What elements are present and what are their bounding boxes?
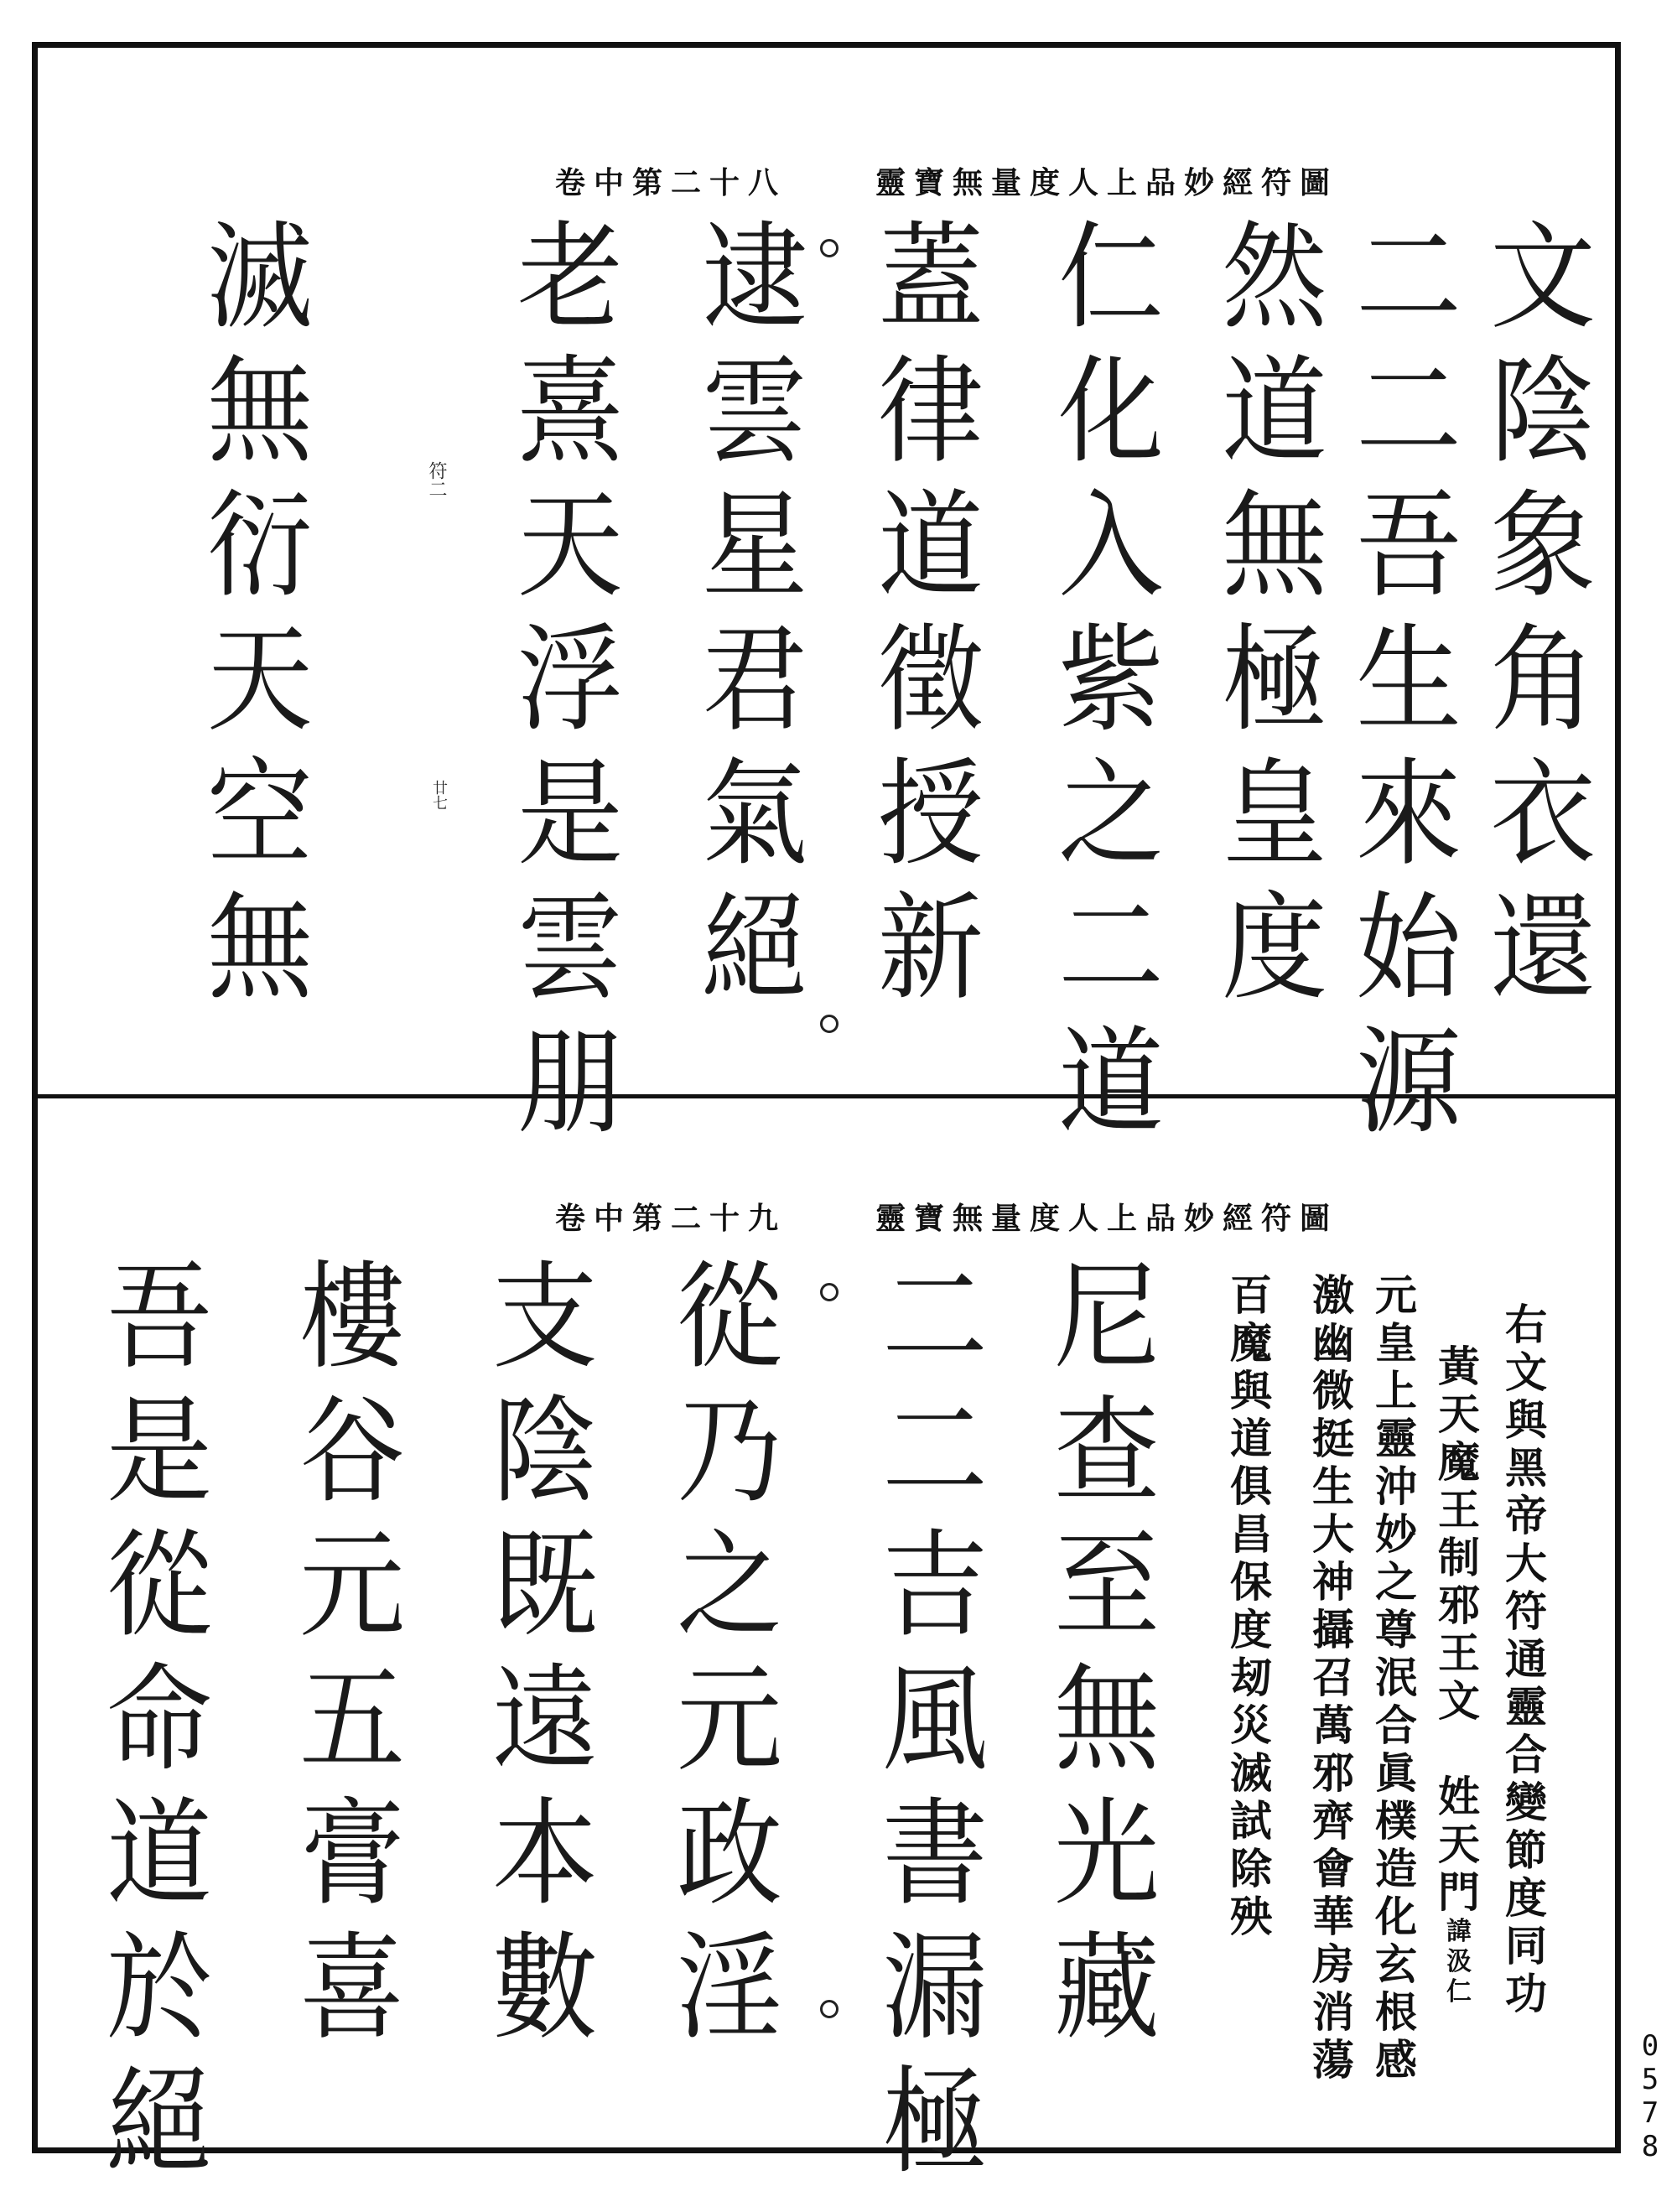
top-seal-column — [1342, 209, 1476, 1166]
caption-glyph: 邪 — [1312, 1748, 1354, 1798]
caption-glyph: 除 — [1230, 1844, 1272, 1893]
top-seal-column — [1476, 209, 1610, 1031]
seal-glyph: 逮 — [702, 209, 807, 345]
bottom-seal-column — [285, 1249, 419, 2071]
caption-glyph: 泯 — [1375, 1653, 1417, 1702]
caption-glyph: 幽 — [1312, 1318, 1354, 1368]
caption-glyph: 挺 — [1312, 1414, 1354, 1463]
seal-glyph: 二 — [1356, 209, 1462, 345]
top-seal-column — [1207, 209, 1342, 1031]
folio-digit: 0 — [1641, 2029, 1659, 2063]
seal-glyph: 無 — [207, 880, 313, 1016]
bottom-ring-mark-low — [820, 2000, 838, 2018]
seal-glyph: 雲 — [517, 880, 623, 1016]
caption-glyph: 眞 — [1375, 1748, 1417, 1798]
seal-glyph: 於 — [106, 1919, 212, 2056]
seal-glyph: 吾 — [1356, 477, 1462, 614]
caption-glyph: 變 — [1505, 1778, 1547, 1827]
seal-glyph: 道 — [878, 477, 984, 614]
top-seal-column — [688, 209, 822, 1031]
caption-glyph: 姓 — [1438, 1772, 1480, 1821]
caption-glyph: 節 — [1505, 1825, 1547, 1875]
seal-glyph: 星 — [702, 477, 807, 614]
caption-glyph: 與 — [1230, 1366, 1272, 1415]
caption-glyph: 文 — [1505, 1347, 1547, 1397]
top-seal-column — [193, 209, 327, 1031]
caption-glyph: 試 — [1230, 1796, 1272, 1846]
seal-glyph: 至 — [1054, 1517, 1160, 1654]
caption-glyph: 右 — [1505, 1300, 1547, 1349]
top-seal-column — [503, 209, 637, 1166]
seal-glyph: 是 — [517, 745, 623, 882]
seal-glyph: 熹 — [517, 343, 623, 480]
seal-glyph: 樓 — [299, 1249, 405, 1385]
seal-glyph: 乃 — [677, 1383, 782, 1519]
folio-digit: 8 — [1641, 2130, 1659, 2163]
caption-glyph: 攝 — [1312, 1605, 1354, 1654]
seal-glyph: 二 — [882, 1249, 988, 1385]
caption-glyph: 與 — [1505, 1395, 1547, 1445]
caption-glyph: 王 — [1438, 1485, 1480, 1534]
caption-glyph: 之 — [1375, 1557, 1417, 1607]
seal-glyph: 君 — [702, 611, 807, 748]
caption-glyph: 魔 — [1438, 1437, 1480, 1487]
seal-glyph: 二 — [882, 1383, 988, 1519]
top-margin-note: 符二 — [426, 461, 447, 498]
bottom-seal-column — [478, 1249, 612, 2071]
caption-glyph: 合 — [1375, 1701, 1417, 1750]
seal-glyph: 光 — [1054, 1785, 1160, 1922]
seal-glyph: 元 — [299, 1517, 405, 1654]
top-seal-column — [1044, 209, 1178, 1166]
bottom-caption-column — [1434, 1342, 1484, 2010]
seal-glyph: 仁 — [1058, 209, 1164, 345]
caption-glyph: 元 — [1375, 1270, 1417, 1320]
caption-glyph: 合 — [1505, 1730, 1547, 1779]
caption-glyph: 天 — [1438, 1820, 1480, 1869]
seal-glyph: 吾 — [106, 1249, 212, 1385]
seal-glyph: 谷 — [299, 1383, 405, 1519]
seal-glyph: 陰 — [492, 1383, 598, 1519]
caption-glyph: 上 — [1375, 1366, 1417, 1415]
caption-glyph: 王 — [1438, 1628, 1480, 1678]
seal-glyph: 從 — [677, 1249, 782, 1385]
caption-glyph: 感 — [1375, 2035, 1417, 2085]
bottom-seal-column — [662, 1249, 797, 2071]
seal-glyph: 浮 — [517, 611, 623, 748]
caption-glyph: 神 — [1312, 1557, 1354, 1607]
seal-glyph: 道 — [106, 1785, 212, 1922]
seal-glyph: 藏 — [1054, 1919, 1160, 2056]
seal-glyph: 來 — [1356, 745, 1462, 882]
seal-glyph: 膏 — [299, 1785, 405, 1922]
bottom-ring-mark — [820, 1283, 838, 1301]
caption-glyph: 萬 — [1312, 1701, 1354, 1750]
caption-glyph: 激 — [1312, 1270, 1354, 1320]
seal-glyph: 吉 — [882, 1517, 988, 1654]
caption-glyph: 保 — [1230, 1557, 1272, 1607]
seal-glyph: 淫 — [677, 1919, 782, 2056]
caption-glyph: 同 — [1505, 1921, 1547, 1971]
seal-glyph: 化 — [1058, 343, 1164, 480]
caption-glyph: 大 — [1505, 1539, 1547, 1588]
caption-glyph: 邪 — [1438, 1581, 1480, 1630]
seal-glyph: 蓋 — [878, 209, 984, 345]
seal-glyph: 絕 — [702, 880, 807, 1016]
seal-glyph: 風 — [882, 1651, 988, 1788]
seal-glyph: 尼 — [1054, 1249, 1160, 1385]
top-ring-mark-low — [820, 1015, 838, 1033]
seal-glyph: 紫 — [1058, 611, 1164, 748]
caption-glyph: 度 — [1505, 1873, 1547, 1923]
seal-glyph: 生 — [1356, 611, 1462, 748]
seal-glyph: 五 — [299, 1651, 405, 1788]
seal-glyph: 極 — [1222, 611, 1327, 748]
caption-glyph: 召 — [1312, 1653, 1354, 1702]
caption-glyph: 文 — [1438, 1676, 1480, 1726]
seal-glyph: 授 — [878, 745, 984, 882]
top-ring-mark — [820, 239, 838, 257]
caption-glyph: 制 — [1438, 1533, 1480, 1582]
seal-glyph: 喜 — [299, 1919, 405, 2056]
caption-glyph: 玄 — [1375, 1939, 1417, 1989]
caption-glyph: 黃 — [1438, 1342, 1480, 1391]
caption-glyph: 滅 — [1230, 1748, 1272, 1798]
seal-glyph: 無 — [207, 343, 313, 480]
caption-note-glyph: 諱 — [1446, 1917, 1472, 1946]
seal-glyph: 無 — [1222, 477, 1327, 614]
seal-glyph: 徵 — [878, 611, 984, 748]
seal-glyph: 度 — [1222, 880, 1327, 1016]
caption-glyph: 靈 — [1505, 1682, 1547, 1732]
top-chapter-label: 卷中第二十八 — [554, 165, 787, 200]
bottom-caption-column — [1371, 1270, 1421, 2087]
bottom-caption-column — [1501, 1300, 1551, 2021]
caption-glyph: 微 — [1312, 1366, 1354, 1415]
bottom-seal-column — [1040, 1249, 1174, 2071]
bottom-caption-column — [1308, 1270, 1358, 2087]
caption-glyph: 妙 — [1375, 1509, 1417, 1559]
seal-glyph: 律 — [878, 343, 984, 480]
seal-glyph: 二 — [1356, 343, 1462, 480]
seal-glyph: 文 — [1490, 209, 1596, 345]
seal-glyph: 無 — [1054, 1651, 1160, 1788]
bottom-running-title: 靈寶無量度人上品妙經符圖 — [875, 1201, 1338, 1236]
seal-glyph: 道 — [1058, 1014, 1164, 1150]
caption-glyph: 齊 — [1312, 1796, 1354, 1846]
caption-glyph: 大 — [1312, 1509, 1354, 1559]
folio-number — [1633, 2029, 1667, 2163]
seal-glyph: 入 — [1058, 477, 1164, 614]
caption-glyph: 殃 — [1230, 1892, 1272, 1941]
bottom-seal-column — [868, 1249, 1002, 2205]
seal-glyph: 查 — [1054, 1383, 1160, 1519]
seal-glyph: 滅 — [207, 209, 313, 345]
folio-digit: 7 — [1641, 2096, 1659, 2130]
caption-glyph: 沖 — [1375, 1462, 1417, 1511]
caption-glyph: 昌 — [1230, 1509, 1272, 1559]
seal-glyph: 既 — [492, 1517, 598, 1654]
caption-glyph: 百 — [1230, 1270, 1272, 1320]
seal-glyph: 之 — [1058, 745, 1164, 882]
seal-glyph: 朋 — [517, 1014, 623, 1150]
caption-glyph: 俱 — [1230, 1462, 1272, 1511]
caption-note-glyph: 汲 — [1446, 1947, 1472, 1976]
seal-glyph: 氣 — [702, 745, 807, 882]
seal-glyph: 二 — [1058, 880, 1164, 1016]
seal-glyph: 天 — [207, 611, 313, 748]
seal-glyph: 支 — [492, 1249, 598, 1385]
caption-note-glyph: 仁 — [1446, 1977, 1472, 2007]
caption-glyph: 會 — [1312, 1844, 1354, 1893]
top-seal-column — [864, 209, 998, 1031]
caption-glyph: 造 — [1375, 1844, 1417, 1893]
caption-glyph: 樸 — [1375, 1796, 1417, 1846]
seal-glyph: 是 — [106, 1383, 212, 1519]
seal-glyph: 從 — [106, 1517, 212, 1654]
seal-glyph: 命 — [106, 1651, 212, 1788]
seal-glyph: 之 — [677, 1517, 782, 1654]
caption-glyph: 尊 — [1375, 1605, 1417, 1654]
seal-glyph: 然 — [1222, 209, 1327, 345]
caption-glyph: 生 — [1312, 1462, 1354, 1511]
caption-glyph: 化 — [1375, 1892, 1417, 1941]
caption-glyph: 通 — [1505, 1634, 1547, 1684]
caption-glyph: 符 — [1505, 1586, 1547, 1636]
caption-glyph: 天 — [1438, 1389, 1480, 1439]
caption-glyph: 華 — [1312, 1892, 1354, 1941]
caption-glyph: 黑 — [1505, 1443, 1547, 1493]
caption-glyph: 蕩 — [1312, 2035, 1354, 2085]
seal-glyph: 衣 — [1490, 745, 1596, 882]
caption-glyph: 皇 — [1375, 1318, 1417, 1368]
seal-glyph: 角 — [1490, 611, 1596, 748]
seal-glyph: 老 — [517, 209, 623, 345]
seal-glyph: 始 — [1356, 880, 1462, 1016]
caption-glyph: 道 — [1230, 1414, 1272, 1463]
caption-glyph: 功 — [1505, 1969, 1547, 2018]
seal-glyph: 雲 — [702, 343, 807, 480]
seal-glyph: 元 — [677, 1651, 782, 1788]
caption-glyph: 魔 — [1230, 1318, 1272, 1368]
seal-glyph: 政 — [677, 1785, 782, 1922]
seal-glyph: 源 — [1356, 1014, 1462, 1150]
top-margin-note-low: 廿七 — [430, 780, 448, 810]
seal-glyph: 象 — [1490, 477, 1596, 614]
seal-glyph: 絕 — [106, 2054, 212, 2190]
caption-glyph: 消 — [1312, 1987, 1354, 2037]
caption-glyph: 帝 — [1505, 1491, 1547, 1540]
caption-glyph: 度 — [1230, 1605, 1272, 1654]
seal-glyph: 衍 — [207, 477, 313, 614]
top-running-title: 靈寶無量度人上品妙經符圖 — [875, 165, 1338, 200]
bottom-chapter-label: 卷中第二十九 — [554, 1201, 787, 1236]
seal-glyph: 道 — [1222, 343, 1327, 480]
seal-glyph: 新 — [878, 880, 984, 1016]
caption-glyph: 門 — [1438, 1867, 1480, 1917]
seal-glyph: 空 — [207, 745, 313, 882]
caption-glyph: 根 — [1375, 1987, 1417, 2037]
seal-glyph: 還 — [1490, 880, 1596, 1016]
seal-glyph: 本 — [492, 1785, 598, 1922]
seal-glyph: 皇 — [1222, 745, 1327, 882]
folio-digit: 5 — [1641, 2063, 1659, 2096]
caption-glyph: 刼 — [1230, 1653, 1272, 1702]
seal-glyph: 書 — [882, 1785, 988, 1922]
seal-glyph: 極 — [882, 2054, 988, 2190]
seal-glyph: 陰 — [1490, 343, 1596, 480]
seal-glyph: 數 — [492, 1919, 598, 2056]
caption-glyph: 靈 — [1375, 1414, 1417, 1463]
caption-glyph: 房 — [1312, 1939, 1354, 1989]
seal-glyph: 遠 — [492, 1651, 598, 1788]
caption-glyph: 災 — [1230, 1701, 1272, 1750]
bottom-seal-column — [92, 1249, 226, 2205]
seal-glyph: 漏 — [882, 1919, 988, 2056]
bottom-caption-column — [1226, 1270, 1276, 1944]
seal-glyph: 天 — [517, 477, 623, 614]
